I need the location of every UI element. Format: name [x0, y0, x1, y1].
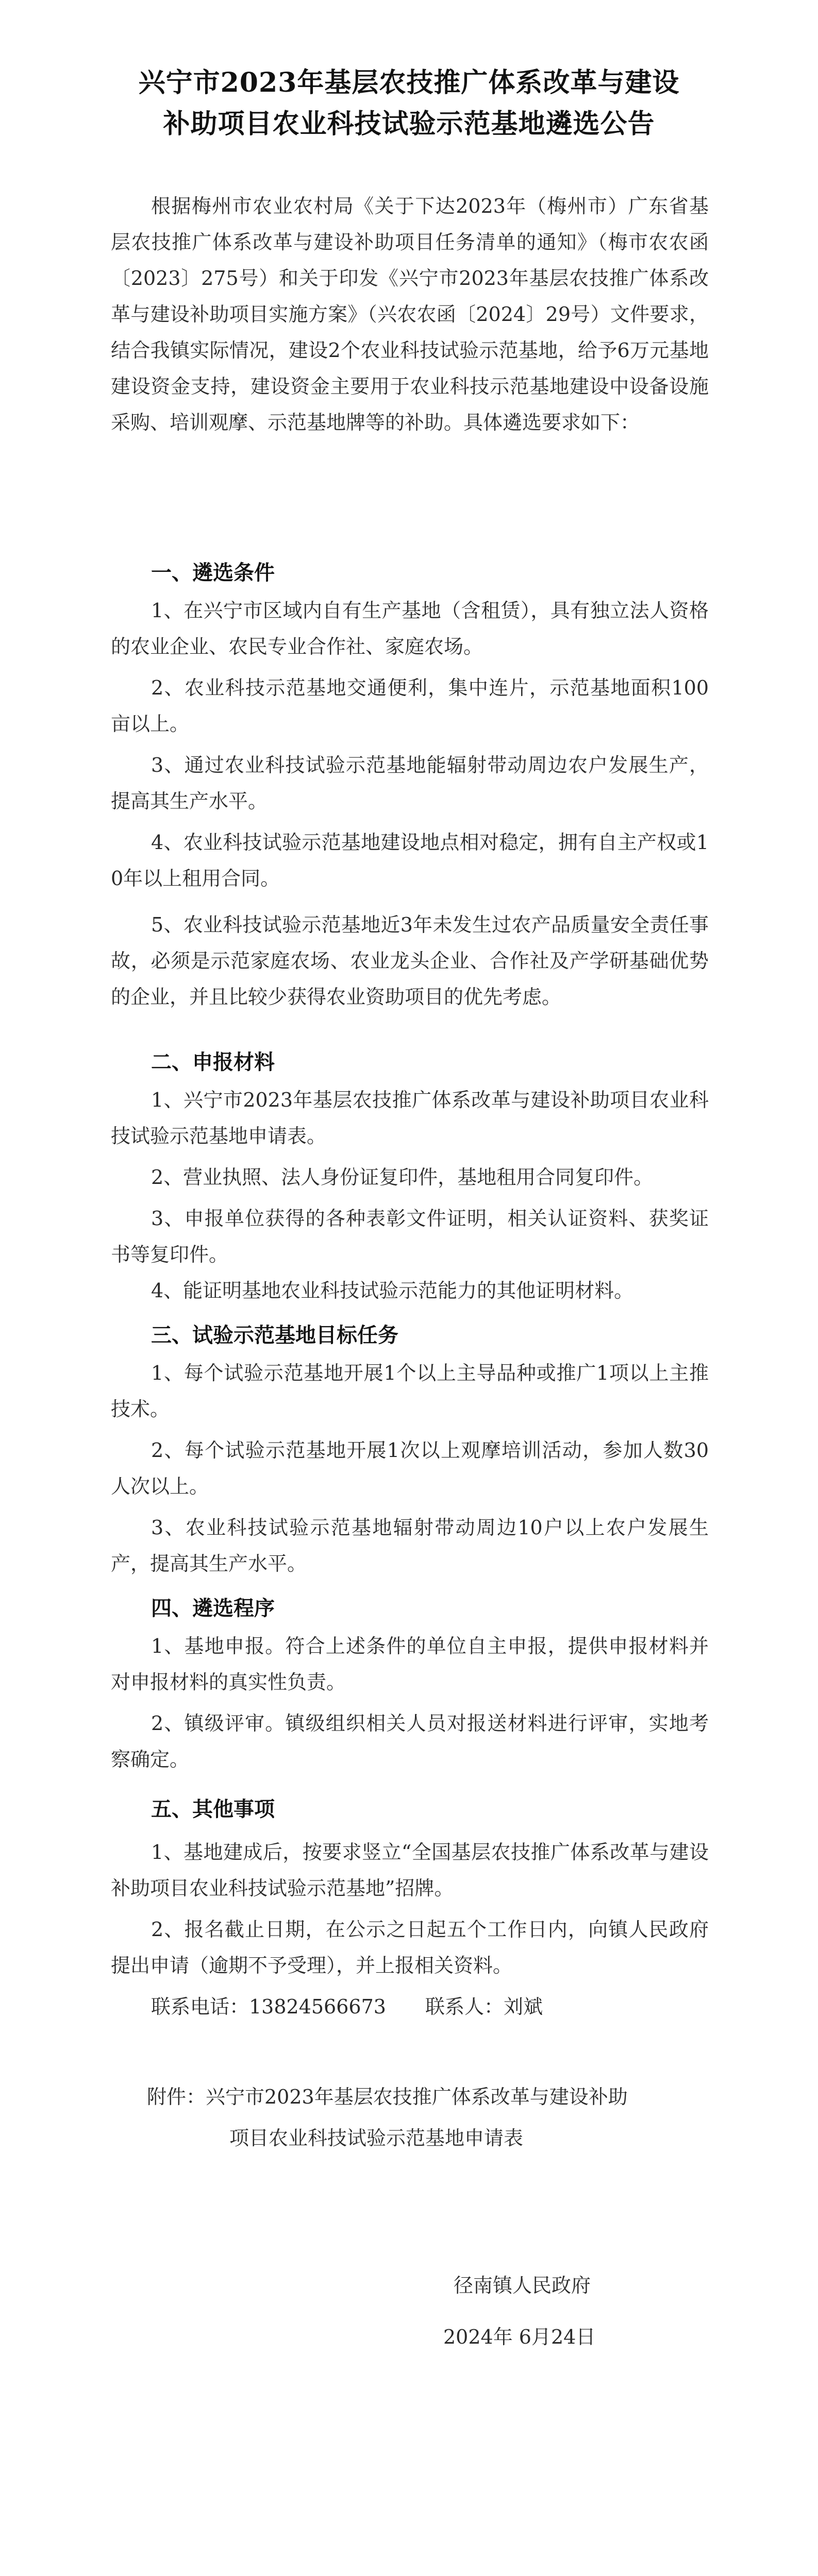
attachment-line1: 附件：兴宁市2023年基层农技推广体系改革与建设补助: [147, 2086, 628, 2108]
section-heading: 三、试验示范基地目标任务: [151, 1323, 398, 1347]
section-heading: 二、申报材料: [151, 1050, 275, 1074]
signer: 径南镇人民政府: [454, 2274, 591, 2297]
list-item: 1、在兴宁市区域内自有生产基地（含租赁），具有独立法人资格的农业企业、农民专业合作社、家庭农场。: [111, 599, 709, 658]
list-item: 4、能证明基地农业科技试验示范能力的其他证明材料。: [151, 1279, 634, 1302]
section-heading: 一、遴选条件: [151, 561, 275, 585]
list-item: 1、兴宁市2023年基层农技推广体系改革与建设补助项目农业科技试验示范基地申请表。: [111, 1089, 709, 1147]
list-item: 1、基地申报。符合上述条件的单位自主申报，提供申报材料并对申报材料的真实性负责。: [111, 1635, 709, 1693]
contact-line: 联系电话：13824566673 联系人：刘斌: [151, 1995, 543, 2018]
attachment-note: [147, 2076, 724, 2159]
list-item: 2、报名截止日期，在公示之日起五个工作日内，向镇人民政府提出申请（逾期不予受理），并上报相关资料。: [111, 1918, 709, 1977]
list-item: 4、农业科技试验示范基地建设地点相对稳定，拥有自主产权或10年以上租用合同。: [111, 831, 709, 890]
section-heading: 四、遴选程序: [151, 1596, 275, 1620]
issue-date: 2024年 6月24日: [443, 2326, 596, 2348]
intro-paragraph: 根据梅州市农业农村局《关于下达2023年（梅州市）广东省基层农技推广体系改革与建设补助项目任务清单的通知》（梅市农农函〔2023〕275号）和关于印发《兴宁市2023年基层农技推广体系改革与建设补助项目实施方案》（兴农农函〔2024〕29号）文件要求，结合我镇实际情况，建设2个农业科技试验示范基地，给予6万元基地建设资金支持，建设资金主要用于农业科技示范基地建设中设备设施采购、培训观摩、示范基地牌等的补助。具体遴选要求如下：: [111, 195, 709, 434]
list-item: 1、每个试验示范基地开展1个以上主导品种或推广1项以上主推技术。: [111, 1362, 709, 1420]
list-item: 2、农业科技示范基地交通便利，集中连片，示范基地面积100亩以上。: [111, 676, 709, 735]
announcement-title-line2: 补助项目农业科技试验示范基地遴选公告: [163, 108, 655, 140]
announcement-title-line1: 兴宁市2023年基层农技推广体系改革与建设: [138, 67, 680, 98]
list-item: 2、镇级评审。镇级组织相关人员对报送材料进行评审，实地考察确定。: [111, 1712, 709, 1771]
section-heading: 五、其他事项: [151, 1797, 275, 1821]
list-item: 2、每个试验示范基地开展1次以上观摩培训活动，参加人数30人次以上。: [111, 1439, 709, 1498]
attachment-line2: 项目农业科技试验示范基地申请表: [229, 2127, 524, 2149]
list-item: 3、申报单位获得的各种表彰文件证明，相关认证资料、获奖证书等复印件。: [111, 1207, 709, 1266]
list-item: 1、基地建成后，按要求竖立“全国基层农技推广体系改革与建设补助项目农业科技试验示范基地”招牌。: [111, 1841, 709, 1900]
list-item: 3、农业科技试验示范基地辐射带动周边10户以上农户发展生产，提高其生产水平。: [111, 1516, 709, 1575]
list-item: 2、营业执照、法人身份证复印件，基地租用合同复印件。: [151, 1166, 654, 1189]
list-item: 3、通过农业科技试验示范基地能辐射带动周边农户发展生产，提高其生产水平。: [111, 754, 709, 812]
list-item: 5、农业科技试验示范基地近3年未发生过农产品质量安全责任事故，必须是示范家庭农场、农业龙头企业、合作社及产学研基础优势的企业，并且比较少获得农业资助项目的优先考虑。: [111, 913, 709, 1008]
